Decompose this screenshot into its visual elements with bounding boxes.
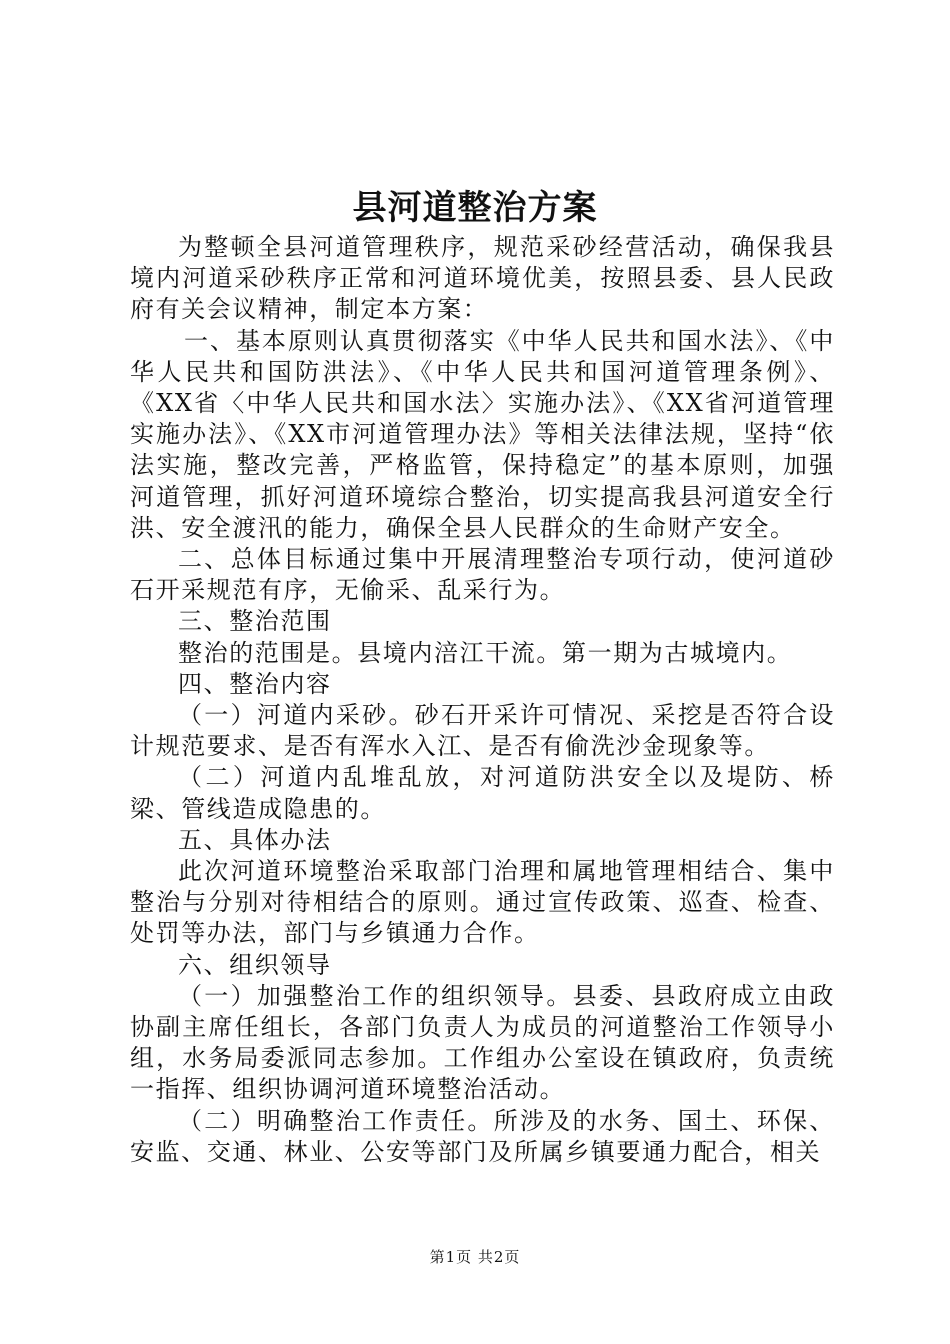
paragraph: 为整顿全县河道管理秩序，规范采砂经营活动，确保我县境内河道采砂秩序正常和河道环境优美，按照县委、县人民政府有关会议精神，制定本方案：	[130, 233, 835, 324]
page-number-footer: 第1页 共2页	[429, 1248, 521, 1266]
paragraph: （二）河道内乱堆乱放，对河道防洪安全以及堤防、桥梁、管线造成隐患的。	[130, 763, 835, 823]
section-heading: 三、整治范围	[178, 607, 332, 636]
paragraph: 整治的范围是。县境内涪江干流。第一期为古城境内。	[178, 638, 793, 667]
paragraph: （一）加强整治工作的组织领导。县委、县政府成立由政协副主席任组长，各部门负责人为成员的河道整治工作领导小组，水务局委派同志参加。工作组办公室设在镇政府，负责统一指挥、组织协调河道环境整治活动。	[130, 981, 835, 1104]
paragraph: 一、基本原则认真贯彻落实《中华人民共和国水法》、《中华人民共和国防洪法》、《中华人民共和国河道管理条例》、《XX省〈中华人民共和国水法〉实施办法》、《XX省河道管理实施办法》、《XX市河道管理办法》等相关法律法规，坚持“依法实施，整改完善，严格监管，保持稳定”的基本原则，加强河道管理，抓好河道环境综合整治，切实提高我县河道安全行洪、安全渡汛的能力，确保全县人民群众的生命财产安全。	[130, 326, 835, 542]
document-body	[130, 232, 835, 1168]
paragraph: （一）河道内采砂。砂石开采许可情况、采挖是否符合设计规范要求、是否有浑水入江、是否有偷洗沙金现象等。	[130, 701, 835, 761]
paragraph: 此次河道环境整治采取部门治理和属地管理相结合、集中整治与分别对待相结合的原则。通过宣传政策、巡查、检查、处罚等办法，部门与乡镇通力合作。	[130, 857, 835, 948]
section-heading: 五、具体办法	[178, 825, 332, 854]
section-heading: 四、整治内容	[178, 669, 332, 698]
section-heading: 六、组织领导	[178, 950, 332, 979]
paragraph: 二、总体目标通过集中开展清理整治专项行动，使河道砂石开采规范有序，无偷采、乱采行为。	[130, 545, 835, 605]
document-title: 县河道整治方案	[352, 188, 598, 228]
paragraph: （二）明确整治工作责任。所涉及的水务、国土、环保、安监、交通、林业、公安等部门及所属乡镇要通力配合，相关	[130, 1106, 835, 1166]
